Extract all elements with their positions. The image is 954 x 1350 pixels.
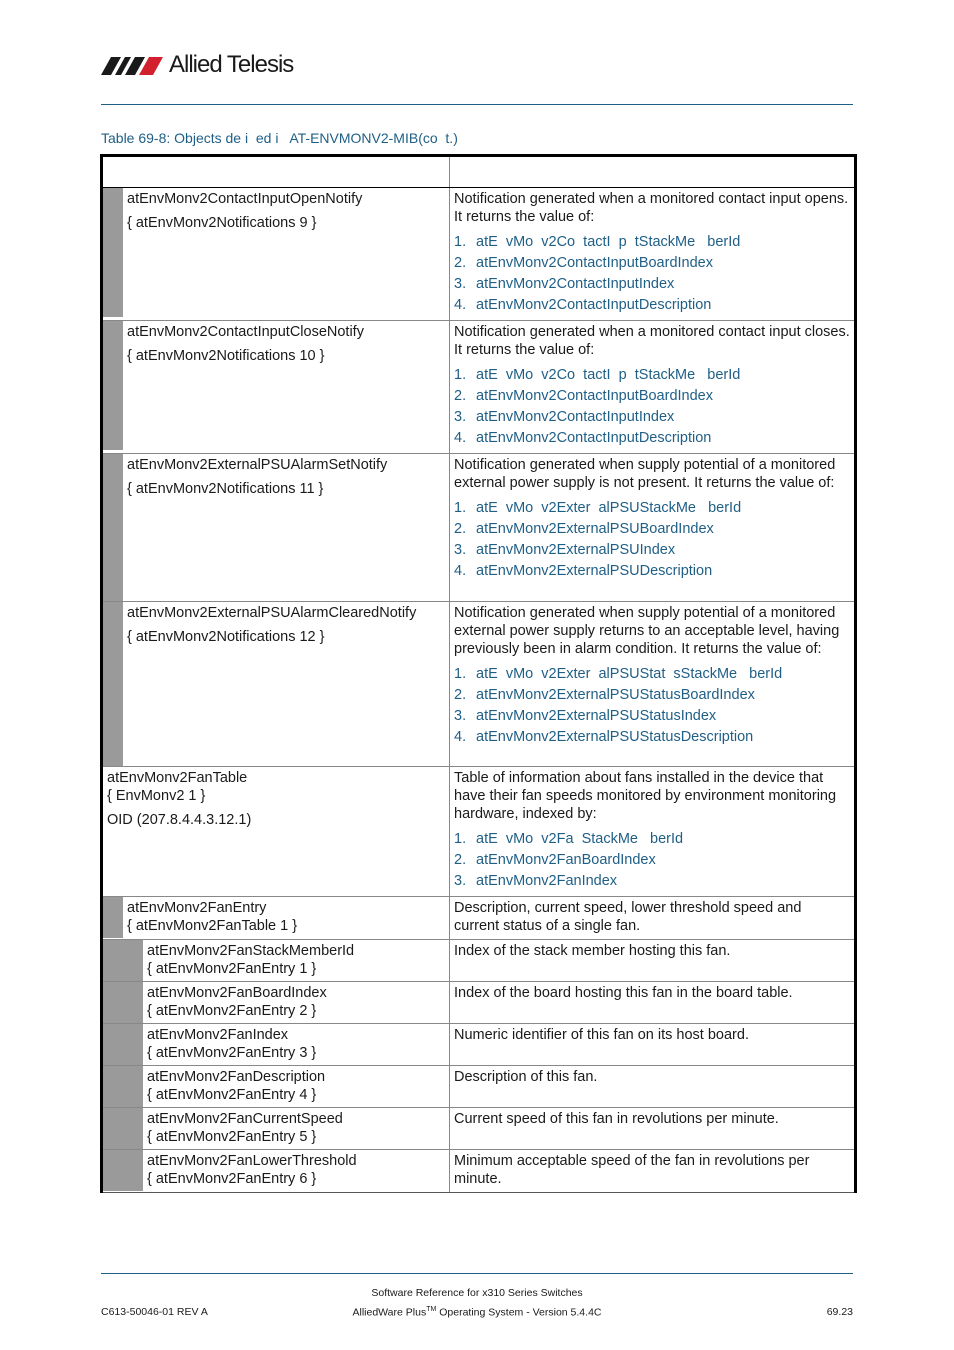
object-name: atEnvMonv2FanIndex — [147, 1027, 289, 1043]
description-text: Minimum acceptable speed of the fan in revolutions per minute. — [454, 1153, 810, 1187]
index-list-item — [454, 428, 850, 449]
indent-bar — [103, 454, 123, 601]
index-number: 2. — [454, 687, 467, 703]
index-number: 1. — [454, 234, 467, 250]
description-cell — [450, 321, 856, 454]
index-name: atE vMo v2Co tactI p tStackMe berId — [476, 367, 741, 383]
index-list-item — [454, 540, 850, 561]
index-name: atE vMo v2Co tactI p tStackMe berId — [476, 234, 741, 250]
indent-bar — [103, 602, 123, 766]
object-oid: { atEnvMonv2Notifications 9 } — [127, 215, 317, 231]
object-cell-inner — [103, 321, 449, 450]
fan-column-row — [102, 940, 856, 982]
index-list — [454, 365, 850, 449]
object-oid: { atEnvMonv2FanEntry 6 } — [147, 1171, 317, 1187]
index-name: atEnvMonv2ExternalPSUStatusDescription — [476, 729, 754, 745]
indent-bar — [103, 188, 123, 317]
object-cell-inner — [103, 1024, 449, 1065]
description-cell — [450, 602, 856, 767]
description-cell — [450, 940, 856, 982]
object-oid: { atEnvMonv2FanEntry 5 } — [147, 1129, 317, 1145]
index-list-item — [454, 407, 850, 428]
object-name: atEnvMonv2FanEntry — [127, 900, 267, 916]
indent-bar — [103, 1024, 143, 1065]
description-text: Current speed of this fan in revolutions per minute. — [454, 1111, 779, 1127]
object-name: atEnvMonv2FanLowerThreshold — [147, 1153, 357, 1169]
description-text: Numeric identifier of this fan on its host board. — [454, 1027, 749, 1043]
index-number: 3. — [454, 708, 467, 724]
object-name: atEnvMonv2FanCurrentSpeed — [147, 1111, 343, 1127]
footer-os: AlliedWare Plus™ Operating System - Version 5.4.4C — [352, 1306, 602, 1319]
index-name: atEnvMonv2ContactInputIndex — [476, 276, 675, 292]
index-list-item — [454, 365, 850, 386]
indent-bar — [103, 940, 143, 981]
description-cell — [450, 1066, 856, 1108]
index-number: 2. — [454, 852, 467, 868]
object-cell-inner — [103, 1108, 449, 1149]
fan-column-row — [102, 1024, 856, 1066]
indent-bar — [103, 1066, 143, 1107]
description-cell — [450, 1024, 856, 1066]
index-name: atE vMo v2Fa StackMe berId — [476, 831, 684, 847]
description-text: Index of the stack member hosting this fan. — [454, 943, 731, 959]
index-name: atEnvMonv2ContactInputDescription — [476, 297, 712, 313]
index-number: 4. — [454, 563, 467, 579]
table-caption: Table 69-8: Objects de i ed i AT-ENVMONV2-MIB(co t.) — [101, 130, 458, 146]
object-cell — [102, 1150, 450, 1193]
object-oid: { atEnvMonv2FanEntry 2 } — [147, 1003, 317, 1019]
object-cell — [102, 1066, 450, 1108]
description-block — [450, 188, 854, 320]
index-name: atEnvMonv2ExternalPSUStatusBoardIndex — [476, 687, 755, 703]
index-list-item — [454, 232, 850, 253]
description-text: Table of information about fans installed in the device that have their fan speeds monitored by environment monitoring hardware, indexed by: — [454, 770, 837, 822]
description-block — [450, 1024, 854, 1048]
description-cell — [450, 982, 856, 1024]
object-name-block — [123, 602, 420, 766]
description-text: Notification generated when supply potential of a monitored external power supply is not present. It returns the value of: — [454, 457, 836, 491]
notification-row — [102, 321, 856, 454]
object-oid: { atEnvMonv2FanEntry 3 } — [147, 1045, 317, 1061]
object-oid: { atEnvMonv2FanTable 1 } — [127, 918, 298, 934]
object-name-block — [143, 1066, 329, 1107]
description-cell — [450, 188, 856, 321]
object-name: atEnvMonv2ContactInputOpenNotify — [127, 191, 363, 207]
object-cell-inner — [103, 940, 449, 981]
index-name: atEnvMonv2ContactInputIndex — [476, 409, 675, 425]
object-oid: { atEnvMonv2Notifications 10 } — [127, 348, 325, 364]
index-list-item — [454, 274, 850, 295]
index-list-item — [454, 727, 850, 748]
object-cell — [102, 897, 450, 940]
object-cell-inner — [103, 1066, 449, 1107]
index-list — [454, 829, 850, 892]
index-list-item — [454, 519, 850, 540]
notification-row — [102, 188, 856, 321]
object-name-block — [123, 897, 301, 938]
index-number: 3. — [454, 542, 467, 558]
description-block — [450, 940, 854, 964]
fan-table-row — [102, 767, 856, 897]
description-cell — [450, 454, 856, 602]
footer-rule — [101, 1273, 853, 1274]
object-name: atEnvMonv2FanBoardIndex — [147, 985, 327, 1001]
object-name-block — [143, 1024, 320, 1065]
index-number: 3. — [454, 276, 467, 292]
index-name: atE vMo v2Exter alPSUStat sStackMe berId — [476, 666, 783, 682]
header-rule — [101, 104, 853, 105]
index-number: 1. — [454, 831, 467, 847]
description-block — [450, 454, 854, 586]
description-block — [450, 602, 854, 752]
object-cell — [102, 602, 450, 767]
index-name: atE vMo v2Exter alPSUStackMe berId — [476, 500, 742, 516]
index-number: 1. — [454, 500, 467, 516]
object-name-block — [143, 1108, 347, 1149]
object-oid: { atEnvMonv2Notifications 11 } — [127, 481, 324, 497]
description-cell — [450, 1108, 856, 1150]
index-list-item — [454, 850, 850, 871]
description-block — [450, 1066, 854, 1090]
object-name: atEnvMonv2FanTable — [107, 770, 248, 786]
logo — [101, 50, 293, 80]
index-list — [454, 664, 850, 748]
index-list-item — [454, 253, 850, 274]
index-list — [454, 232, 850, 316]
index-list-item — [454, 386, 850, 407]
indent-bar — [103, 321, 123, 450]
object-cell-inner — [103, 982, 449, 1023]
index-number: 2. — [454, 255, 467, 271]
object-name-block — [103, 767, 255, 893]
description-block — [450, 767, 854, 896]
index-list-item — [454, 829, 850, 850]
description-text: Notification generated when a monitored contact input closes. It returns the value of: — [454, 324, 850, 358]
object-oid: { EnvMonv2 1 } — [107, 788, 206, 804]
object-cell — [102, 940, 450, 982]
indent-bar — [103, 897, 123, 938]
object-name: atEnvMonv2FanStackMemberId — [147, 943, 355, 959]
index-number: 2. — [454, 388, 467, 404]
object-oid: { atEnvMonv2FanEntry 1 } — [147, 961, 317, 977]
index-name: atEnvMonv2ExternalPSUIndex — [476, 542, 676, 558]
object-cell — [102, 1024, 450, 1066]
index-list-item — [454, 295, 850, 316]
description-block — [450, 1150, 854, 1192]
description-text: Index of the board hosting this fan in the board table. — [454, 985, 793, 1001]
description-cell — [450, 1150, 856, 1193]
indent-bar — [103, 1150, 143, 1191]
index-name: atEnvMonv2ExternalPSUDescription — [476, 563, 713, 579]
object-oid: { atEnvMonv2Notifications 12 } — [127, 629, 325, 645]
notification-row — [102, 602, 856, 767]
index-list-item — [454, 685, 850, 706]
object-oid-number: OID (207.8.4.4.3.12.1) — [107, 812, 252, 828]
object-name: atEnvMonv2FanDescription — [147, 1069, 326, 1085]
fan-column-row — [102, 1150, 856, 1193]
fan-column-row — [102, 1066, 856, 1108]
object-cell — [102, 188, 450, 321]
index-name: atEnvMonv2FanIndex — [476, 873, 618, 889]
index-name: atEnvMonv2ExternalPSUBoardIndex — [476, 521, 714, 537]
object-cell — [102, 767, 450, 897]
object-name-block — [123, 454, 391, 601]
index-list-item — [454, 706, 850, 727]
description-block — [450, 897, 854, 939]
object-cell-inner — [103, 767, 449, 893]
index-list-item — [454, 498, 850, 519]
index-name: atEnvMonv2ExternalPSUStatusIndex — [476, 708, 717, 724]
logo-text: Allied Telesis — [169, 51, 294, 78]
index-name: atEnvMonv2ContactInputBoardIndex — [476, 388, 713, 404]
footer-title: Software Reference for x310 Series Switches — [371, 1287, 583, 1299]
index-list — [454, 498, 850, 582]
header-cell-object — [102, 156, 450, 188]
index-number: 1. — [454, 666, 467, 682]
description-block — [450, 321, 854, 453]
object-cell-inner — [103, 188, 449, 317]
object-cell — [102, 454, 450, 602]
header-cell-description — [450, 156, 856, 188]
object-name-block — [123, 321, 368, 450]
index-name: atEnvMonv2ContactInputBoardIndex — [476, 255, 713, 271]
index-name: atEnvMonv2ContactInputDescription — [476, 430, 712, 446]
description-block — [450, 1108, 854, 1132]
indent-bar — [103, 982, 143, 1023]
notification-row — [102, 454, 856, 602]
object-oid: { atEnvMonv2FanEntry 4 } — [147, 1087, 317, 1103]
object-name: atEnvMonv2ContactInputCloseNotify — [127, 324, 364, 340]
object-cell — [102, 321, 450, 454]
description-cell — [450, 767, 856, 897]
description-text: Description of this fan. — [454, 1069, 598, 1085]
object-cell-inner — [103, 1150, 449, 1191]
index-number: 2. — [454, 521, 467, 537]
fan-column-row — [102, 982, 856, 1024]
object-name-block — [143, 1150, 361, 1191]
index-number: 4. — [454, 297, 467, 313]
description-text: Description, current speed, lower threshold speed and current status of a single fan. — [454, 900, 802, 934]
index-number: 3. — [454, 409, 467, 425]
mib-objects-table — [100, 154, 857, 1193]
object-cell-inner — [103, 454, 449, 601]
index-number: 4. — [454, 430, 467, 446]
description-block — [450, 982, 854, 1006]
object-cell-inner — [103, 602, 449, 766]
object-name-block — [143, 940, 358, 981]
object-cell — [102, 1108, 450, 1150]
footer-doc-id: C613-50046-01 REV A — [101, 1306, 208, 1318]
fan-entry-row — [102, 897, 856, 940]
object-cell-inner — [103, 897, 449, 938]
object-name-block — [123, 188, 366, 317]
index-list-item — [454, 664, 850, 685]
index-number: 4. — [454, 729, 467, 745]
index-number: 3. — [454, 873, 467, 889]
object-name: atEnvMonv2ExternalPSUAlarmClearedNotify — [127, 605, 417, 621]
index-name: atEnvMonv2FanBoardIndex — [476, 852, 656, 868]
description-cell — [450, 897, 856, 940]
indent-bar — [103, 1108, 143, 1149]
object-cell — [102, 982, 450, 1024]
description-text: Notification generated when supply potential of a monitored external power supply returns to an acceptable level, having previously been in alarm condition. It returns the value of: — [454, 605, 840, 657]
table-header-row — [102, 156, 856, 188]
footer-page-number: 69.23 — [826, 1306, 853, 1318]
index-list-item — [454, 871, 850, 892]
description-text: Notification generated when a monitored contact input opens. It returns the value of: — [454, 191, 849, 225]
index-list-item — [454, 561, 850, 582]
index-number: 1. — [454, 367, 467, 383]
object-name-block — [143, 982, 331, 1023]
object-name: atEnvMonv2ExternalPSUAlarmSetNotify — [127, 457, 388, 473]
fan-column-row — [102, 1108, 856, 1150]
allied-telesis-logo-icon — [101, 55, 163, 75]
